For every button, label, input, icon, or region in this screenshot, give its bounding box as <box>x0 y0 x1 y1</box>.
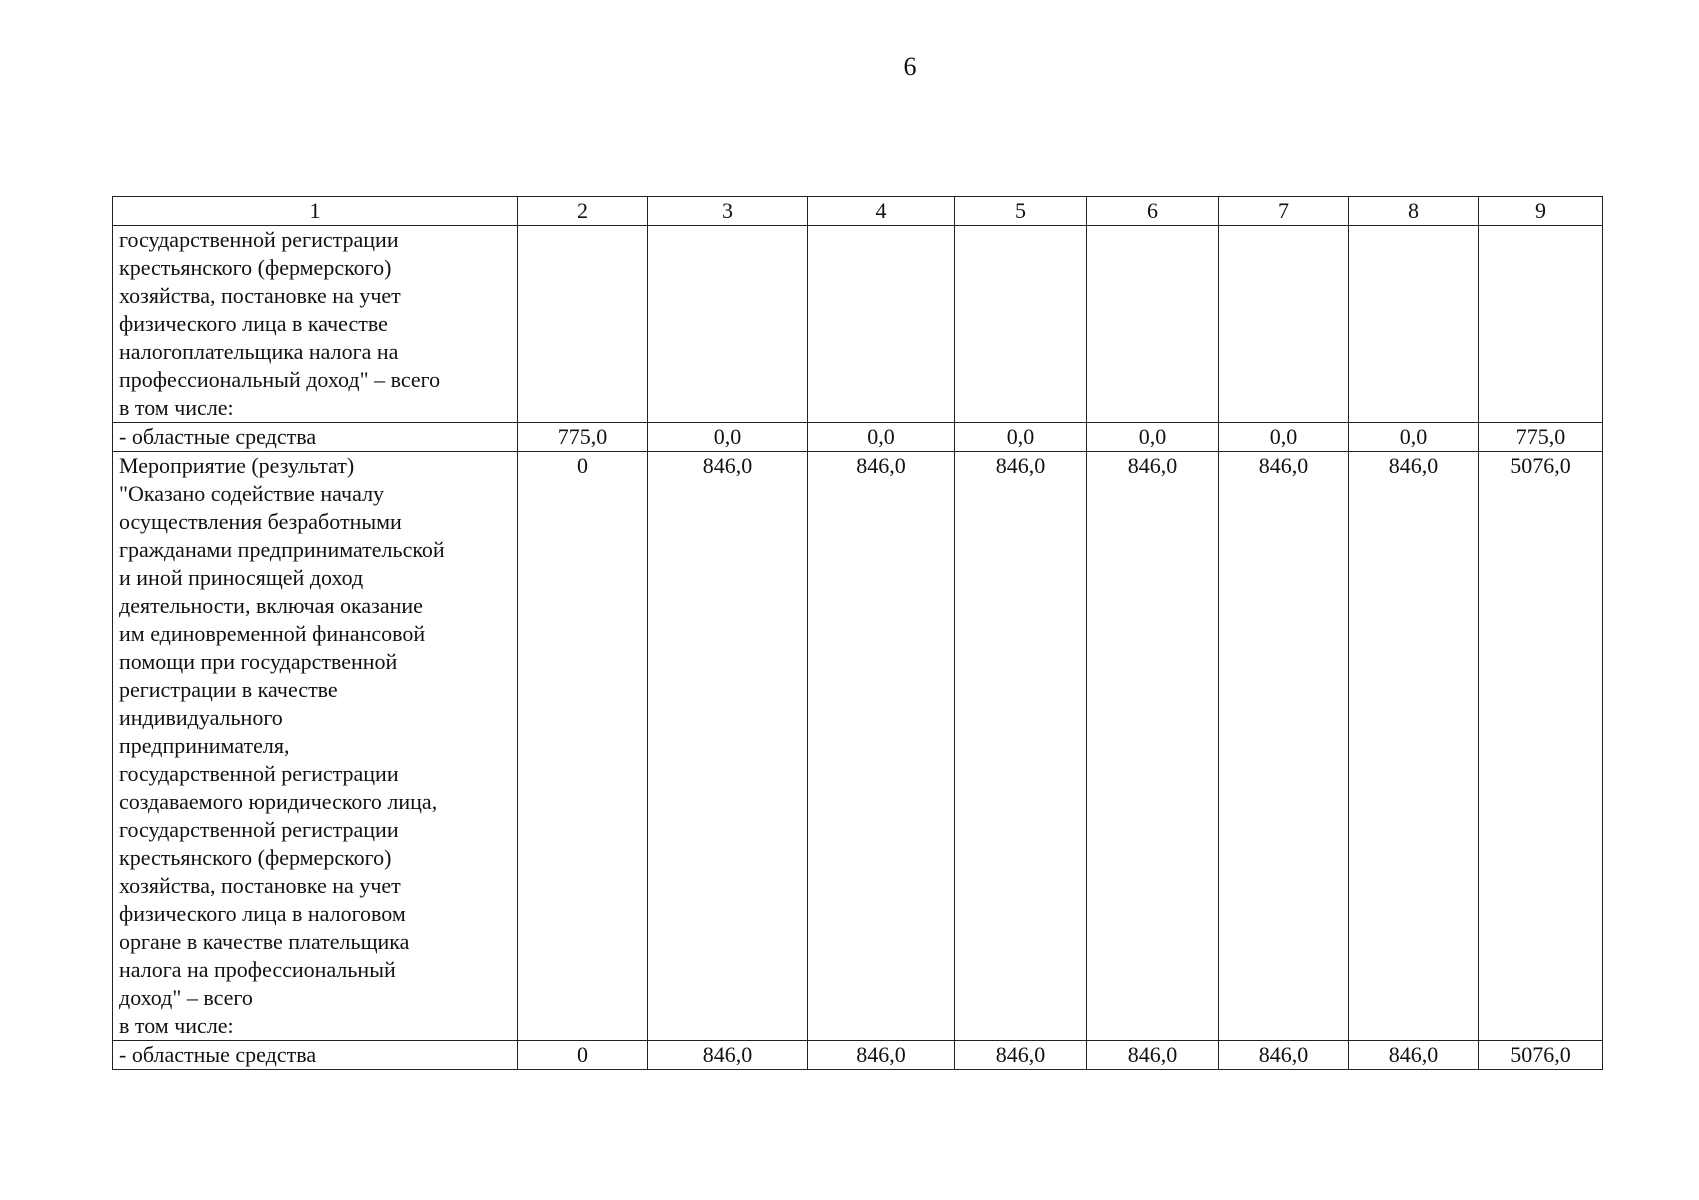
column-header: 4 <box>808 197 955 226</box>
table-cell <box>955 226 1087 423</box>
table-cell: 846,0 <box>955 1041 1087 1070</box>
table-row <box>113 226 1603 423</box>
table-cell <box>648 226 808 423</box>
table-cell: 846,0 <box>1349 452 1479 1041</box>
table-cell <box>1219 226 1349 423</box>
table-cell: 846,0 <box>1219 1041 1349 1070</box>
table-cell: 775,0 <box>518 423 648 452</box>
table-cell: 846,0 <box>648 452 808 1041</box>
column-header: 2 <box>518 197 648 226</box>
table-cell <box>518 226 648 423</box>
table-cell: 846,0 <box>1349 1041 1479 1070</box>
column-header: 9 <box>1479 197 1603 226</box>
column-header: 6 <box>1087 197 1219 226</box>
table-cell: 0,0 <box>955 423 1087 452</box>
row-label: Мероприятие (результат) "Оказано содействие началу осуществления безработными гражданами предпринимательской и иной приносящей доход деятельности, включая оказание им единовременной финансовой помощи при государственной регистрации в качестве индивидуального предпринимателя, государственной регистрации создаваемого юридического лица, государственной регистрации крестьянского (фермерского) хозяйства, постановке на учет физического лица в налоговом органе в качестве плательщика налога на профессиональный доход" – всего в том числе: <box>113 452 518 1041</box>
table-cell: 846,0 <box>808 1041 955 1070</box>
column-header: 8 <box>1349 197 1479 226</box>
column-header: 7 <box>1219 197 1349 226</box>
budget-table <box>112 196 1603 1070</box>
table-cell <box>1479 226 1603 423</box>
table-cell: 0,0 <box>808 423 955 452</box>
table-cell: 846,0 <box>808 452 955 1041</box>
table-cell <box>808 226 955 423</box>
row-label: государственной регистрации крестьянского (фермерского) хозяйства, постановке на учет физического лица в качестве налогоплательщика налога на профессиональный доход" – всего в том числе: <box>113 226 518 423</box>
table-cell: 846,0 <box>955 452 1087 1041</box>
table-cell: 846,0 <box>1087 452 1219 1041</box>
row-label: - областные средства <box>113 423 518 452</box>
table-row <box>113 1041 1603 1070</box>
table-cell: 846,0 <box>1087 1041 1219 1070</box>
table-cell: 775,0 <box>1479 423 1603 452</box>
table-cell <box>1087 226 1219 423</box>
table-header-row <box>113 197 1603 226</box>
column-header: 3 <box>648 197 808 226</box>
column-header: 5 <box>955 197 1087 226</box>
table-cell: 0 <box>518 452 648 1041</box>
table-row <box>113 452 1603 1041</box>
row-label: - областные средства <box>113 1041 518 1070</box>
table-cell: 5076,0 <box>1479 1041 1603 1070</box>
table-cell: 0 <box>518 1041 648 1070</box>
page-number: 6 <box>903 52 917 81</box>
table-cell: 0,0 <box>1219 423 1349 452</box>
table-cell: 846,0 <box>648 1041 808 1070</box>
table-row <box>113 423 1603 452</box>
table-cell: 0,0 <box>1349 423 1479 452</box>
column-header: 1 <box>113 197 518 226</box>
table-cell: 5076,0 <box>1479 452 1603 1041</box>
table-cell <box>1349 226 1479 423</box>
table-cell: 0,0 <box>648 423 808 452</box>
table-cell: 846,0 <box>1219 452 1349 1041</box>
table-cell: 0,0 <box>1087 423 1219 452</box>
